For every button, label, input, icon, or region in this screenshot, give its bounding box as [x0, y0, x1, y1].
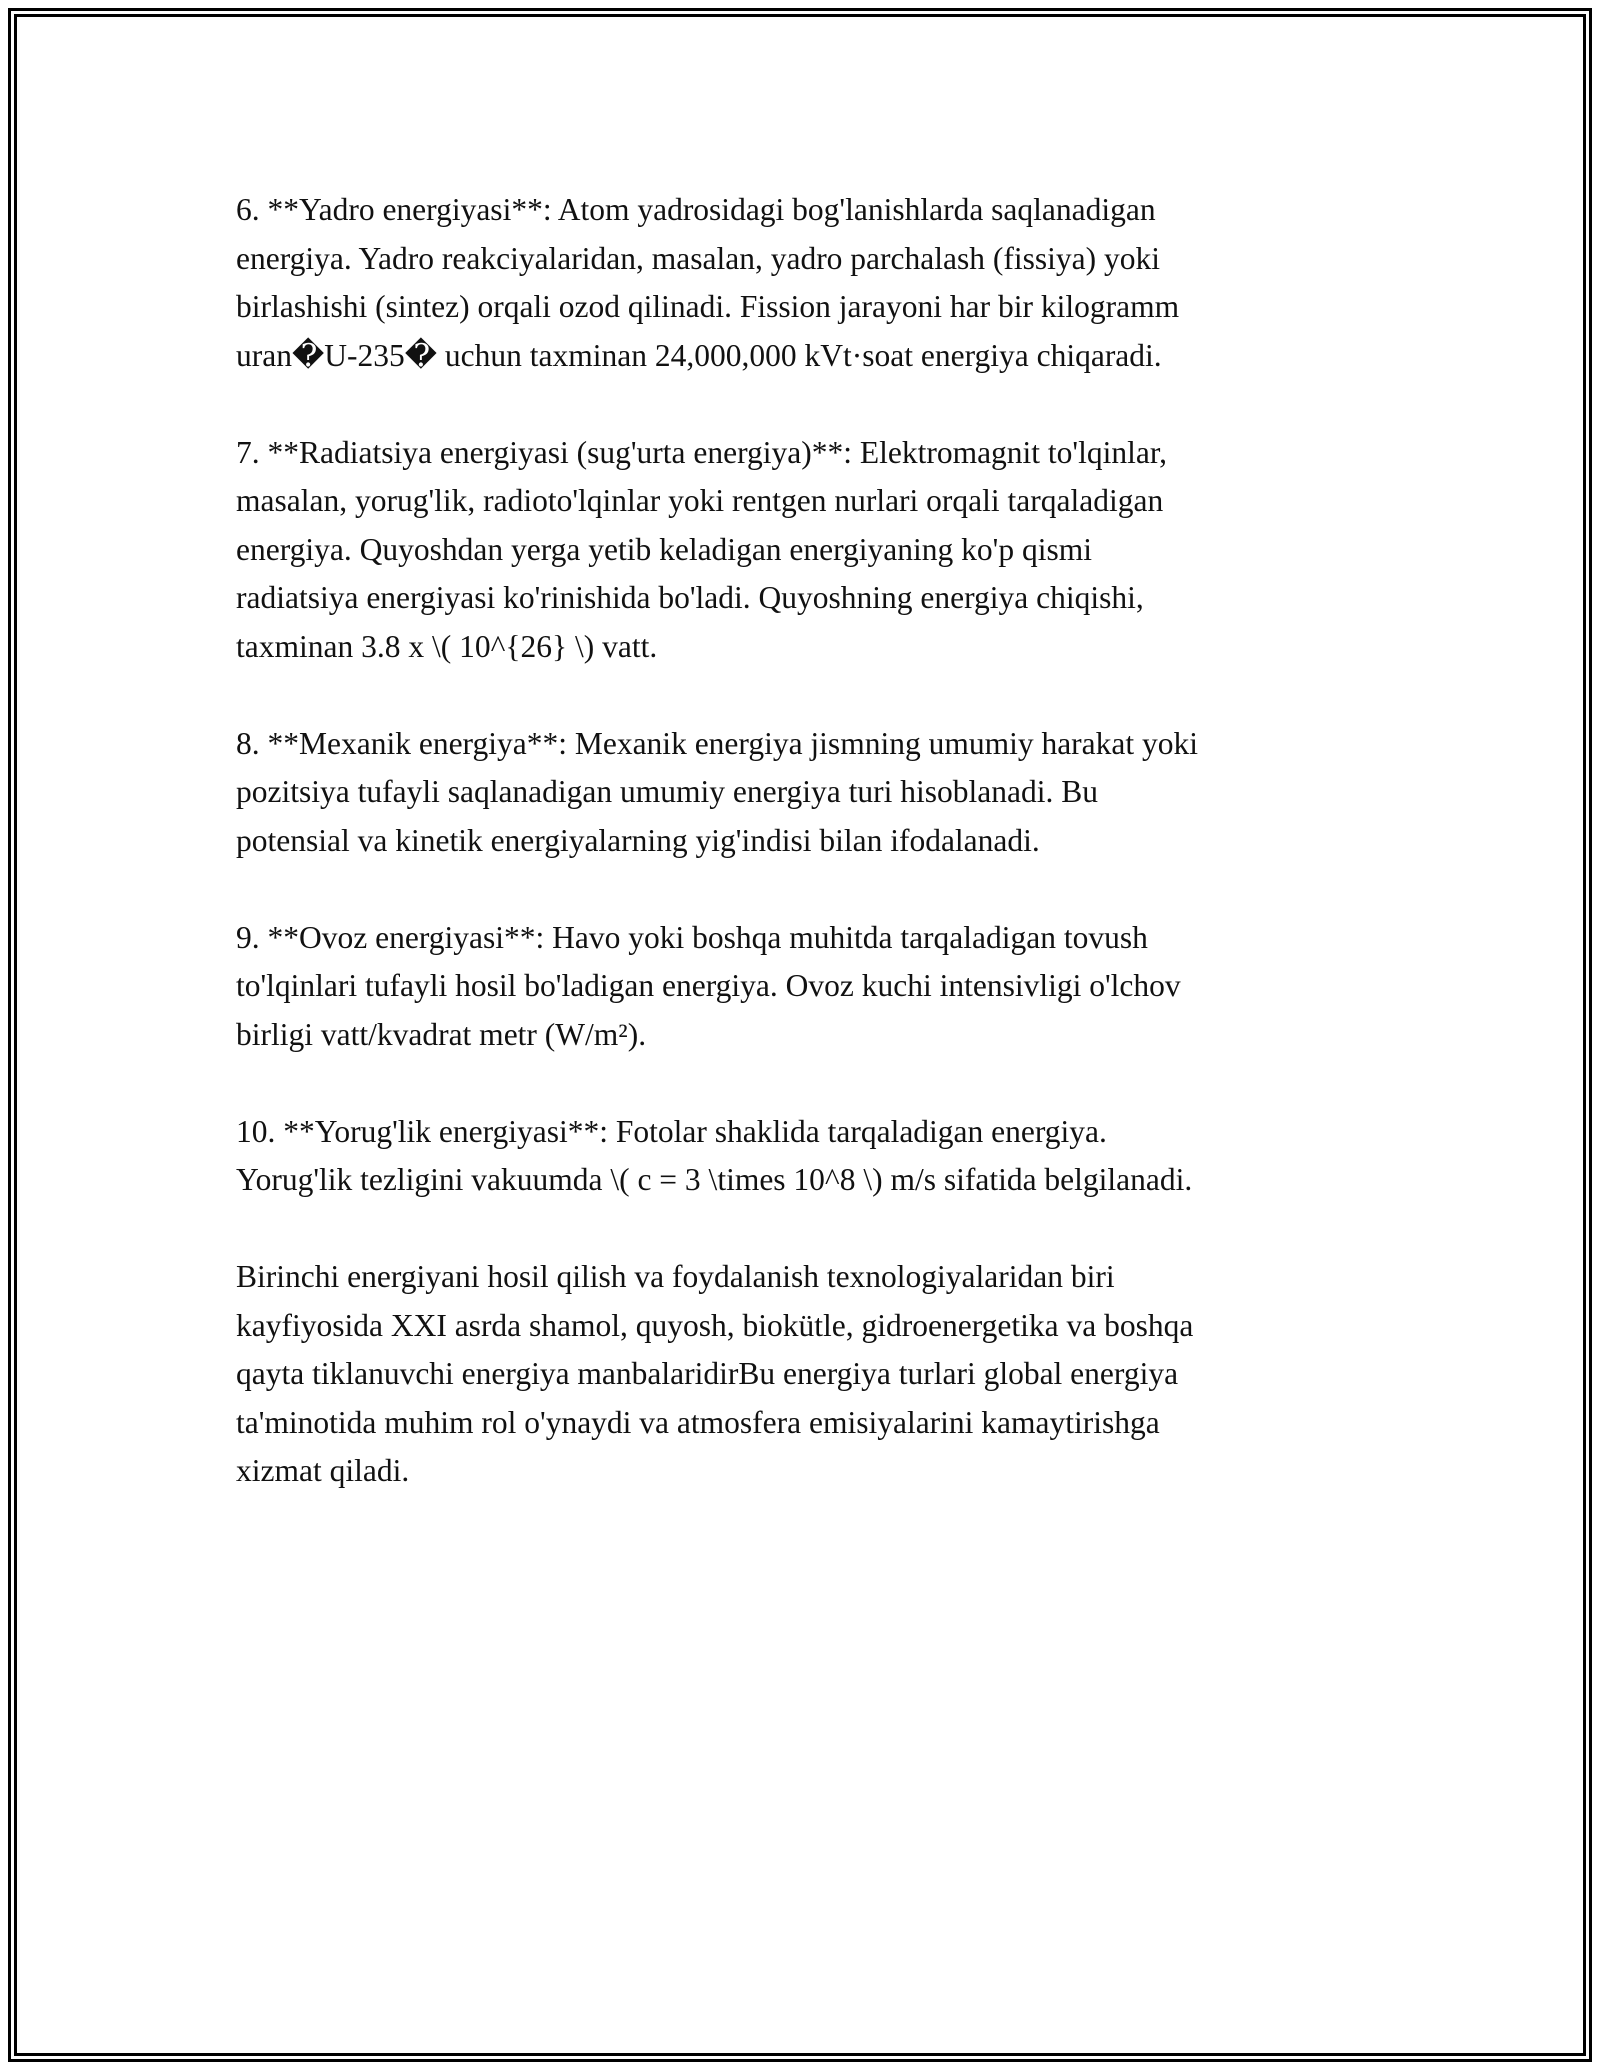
paragraph-radiation-energy: 7. **Radiatsiya energiyasi (sug'urta energiya)**: Elektromagnit to'lqinlar, masalan, yorug'lik, radioto'lqinlar yoki rentgen nurlari orqali tarqaladigan energiya. Quyoshdan yerga yetib keladigan energiyaning ko'p qismi radiatsiya energiyasi ko'rinishida bo'ladi. Quyoshning energiya chiqishi, taxminan 3.8 x \( 10^{26} \) vatt. — [236, 434, 1167, 664]
paragraph-mechanical-energy: 8. **Mexanik energiya**: Mexanik energiya jismning umumiy harakat yoki pozitsiya tufayli saqlanadigan umumiy energiya turi hisoblanadi. Bu potensial va kinetik energiyalarning yig'indisi bilan ifodalanadi. — [236, 725, 1199, 858]
document-body — [236, 186, 1376, 1496]
paragraph-conclusion: Birinchi energiyani hosil qilish va foydalanish texnologiyalaridan biri kayfiyosida XXI asrda shamol, quyosh, biokütle, gidroenergetika va boshqa qayta tiklanuvchi energiya manbalaridirBu energiya turlari global energiya ta'minotida muhim rol o'ynaydi va atmosfera emisiyalarini kamaytirishga xizmat qiladi. — [236, 1259, 1194, 1488]
paragraph-light-energy: 10. **Yorug'lik energiyasi**: Fotolar shaklida tarqaladigan energiya. Yorug'lik tezligini vakuumda \( c = 3 \times 10^8 \) m/s sifatida belgilanadi. — [236, 1113, 1193, 1197]
paragraph-nuclear-energy: 6. **Yadro energiyasi**: Atom yadrosidagi bog'lanishlarda saqlanadigan energiya. Yadro reakciyalaridan, masalan, yadro parchalash (fissiya) yoki birlashishi (sintez) orqali ozod qilinadi. Fission jarayoni har bir kilogramm uran�U-235� uchun taxminan 24,000,000 kVt·soat energiya chiqaradi. — [236, 192, 1180, 373]
paragraph-sound-energy: 9. **Ovoz energiyasi**: Havo yoki boshqa muhitda tarqaladigan tovush to'lqinlari tufayli hosil bo'ladigan energiya. Ovoz kuchi intensivligi o'lchov birligi vatt/kvadrat metr (W/m²). — [236, 919, 1181, 1052]
